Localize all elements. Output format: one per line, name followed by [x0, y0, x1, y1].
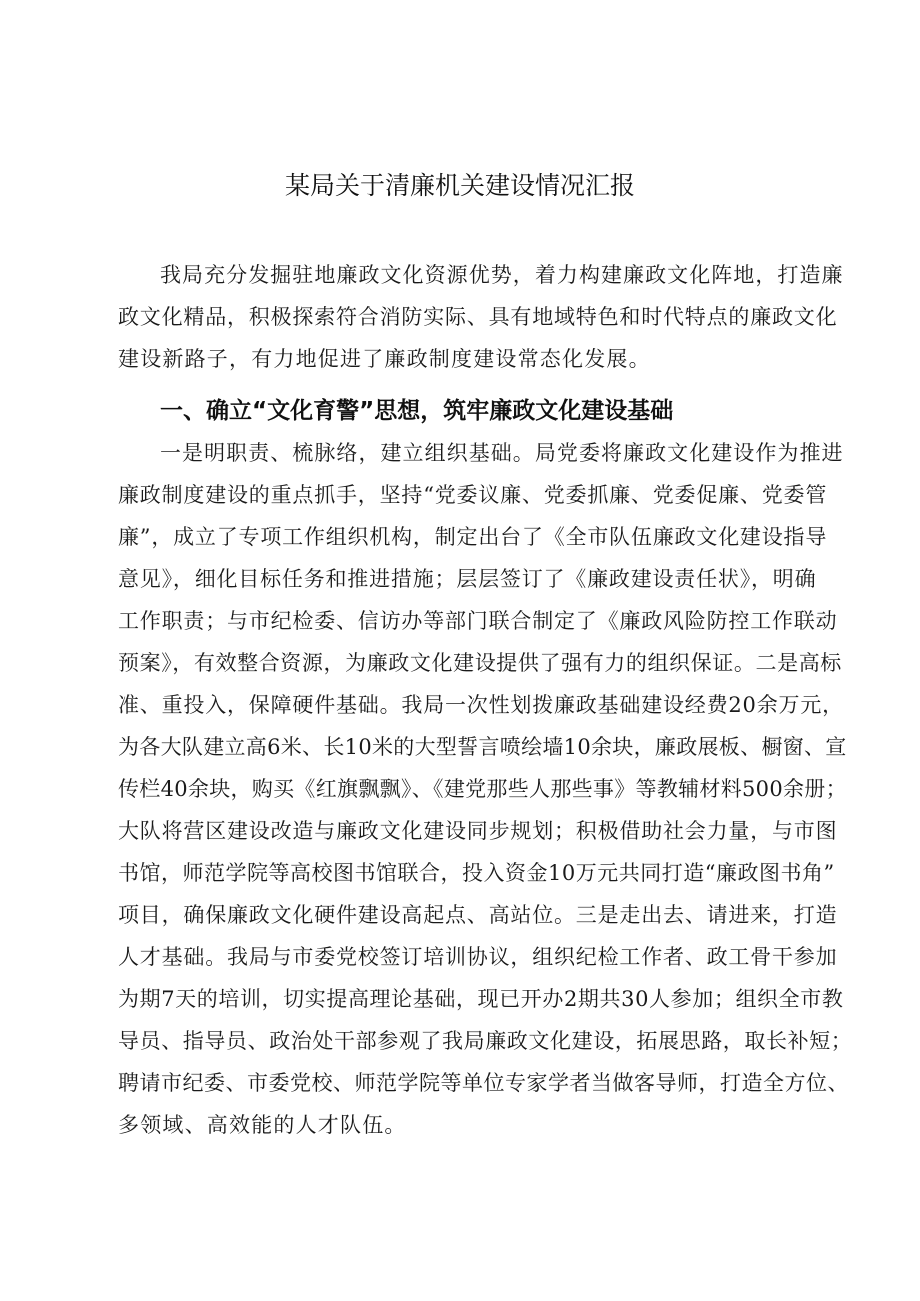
section-1-line-5: 工作职责；与市纪检委、信访办等部门联合制定了《廉政风险防控工作联动	[118, 609, 838, 633]
section-1-line-2: 廉政制度建设的重点抓手，坚持“党委议廉、党委抓廉、党委促廉、党委管	[118, 483, 828, 507]
section-1-line-7: 准、重投入，保障硬件基础。我局一次性划拨廉政基础建设经费20余万元，	[118, 693, 844, 717]
document-title: 某局关于清廉机关建设情况汇报	[284, 171, 635, 200]
section-1-line-13: 人才基础。我局与市委党校签订培训协议，组织纪检工作者、政工骨干参加	[118, 945, 838, 969]
section-1-line-17: 多领域、高效能的人才队伍。	[118, 1113, 407, 1137]
section-1-line-11: 书馆，师范学院等高校图书馆联合，投入资金10万元共同打造“廉政图书角”	[118, 861, 835, 885]
section-1-line-4: 意见》，细化目标任务和推进措施；层层签订了《廉政建设责任状》，明确	[118, 567, 817, 591]
section-1-line-16: 聘请市纪委、市委党校、师范学院等单位专家学者当做客导师，打造全方位、	[118, 1071, 849, 1095]
section-1-line-15: 导员、指导员、政治处干部参观了我局廉政文化建设，拓展思路，取长补短；	[118, 1029, 853, 1053]
intro-line-2: 政文化精品，积极探索符合消防实际、具有地域特色和时代特点的廉政文化	[118, 305, 838, 329]
section-1-line-14: 为期7天的培训，切实提高理论基础，现已开办2期共30人参加；组织全市教	[118, 987, 844, 1011]
section-1-heading: 一、确立“文化育警”思想，筑牢廉政文化建设基础	[160, 398, 674, 424]
section-1-line-8: 为各大队建立高6米、长10米的大型誓言喷绘墙10余块，廉政展板、橱窗、宣	[118, 735, 847, 759]
section-1-line-12: 项目，确保廉政文化硬件建设高起点、高站位。三是走出去、请进来，打造	[118, 903, 838, 927]
section-1-line-9: 传栏40余块，购买《红旗飘飘》、《建党那些人那些事》等教辅材料500余册；	[118, 777, 847, 801]
section-1-line-3: 廉”，成立了专项工作组织机构，制定出台了《全市队伍廉政文化建设指导	[118, 525, 828, 549]
intro-line-1: 我局充分发掘驻地廉政文化资源优势，着力构建廉政文化阵地，打造廉	[160, 263, 844, 287]
section-1-line-10: 大队将营区建设改造与廉政文化建设同步规划；积极借助社会力量，与市图	[118, 819, 838, 843]
section-1-line-1: 一是明职责、梳脉络，建立组织基础。局党委将廉政文化建设作为推进	[160, 441, 844, 465]
intro-line-3: 建设新路子，有力地促进了廉政制度建设常态化发展。	[118, 347, 651, 371]
section-1-line-6: 预案》，有效整合资源，为廉政文化建设提供了强有力的组织保证。二是高标	[118, 651, 842, 675]
